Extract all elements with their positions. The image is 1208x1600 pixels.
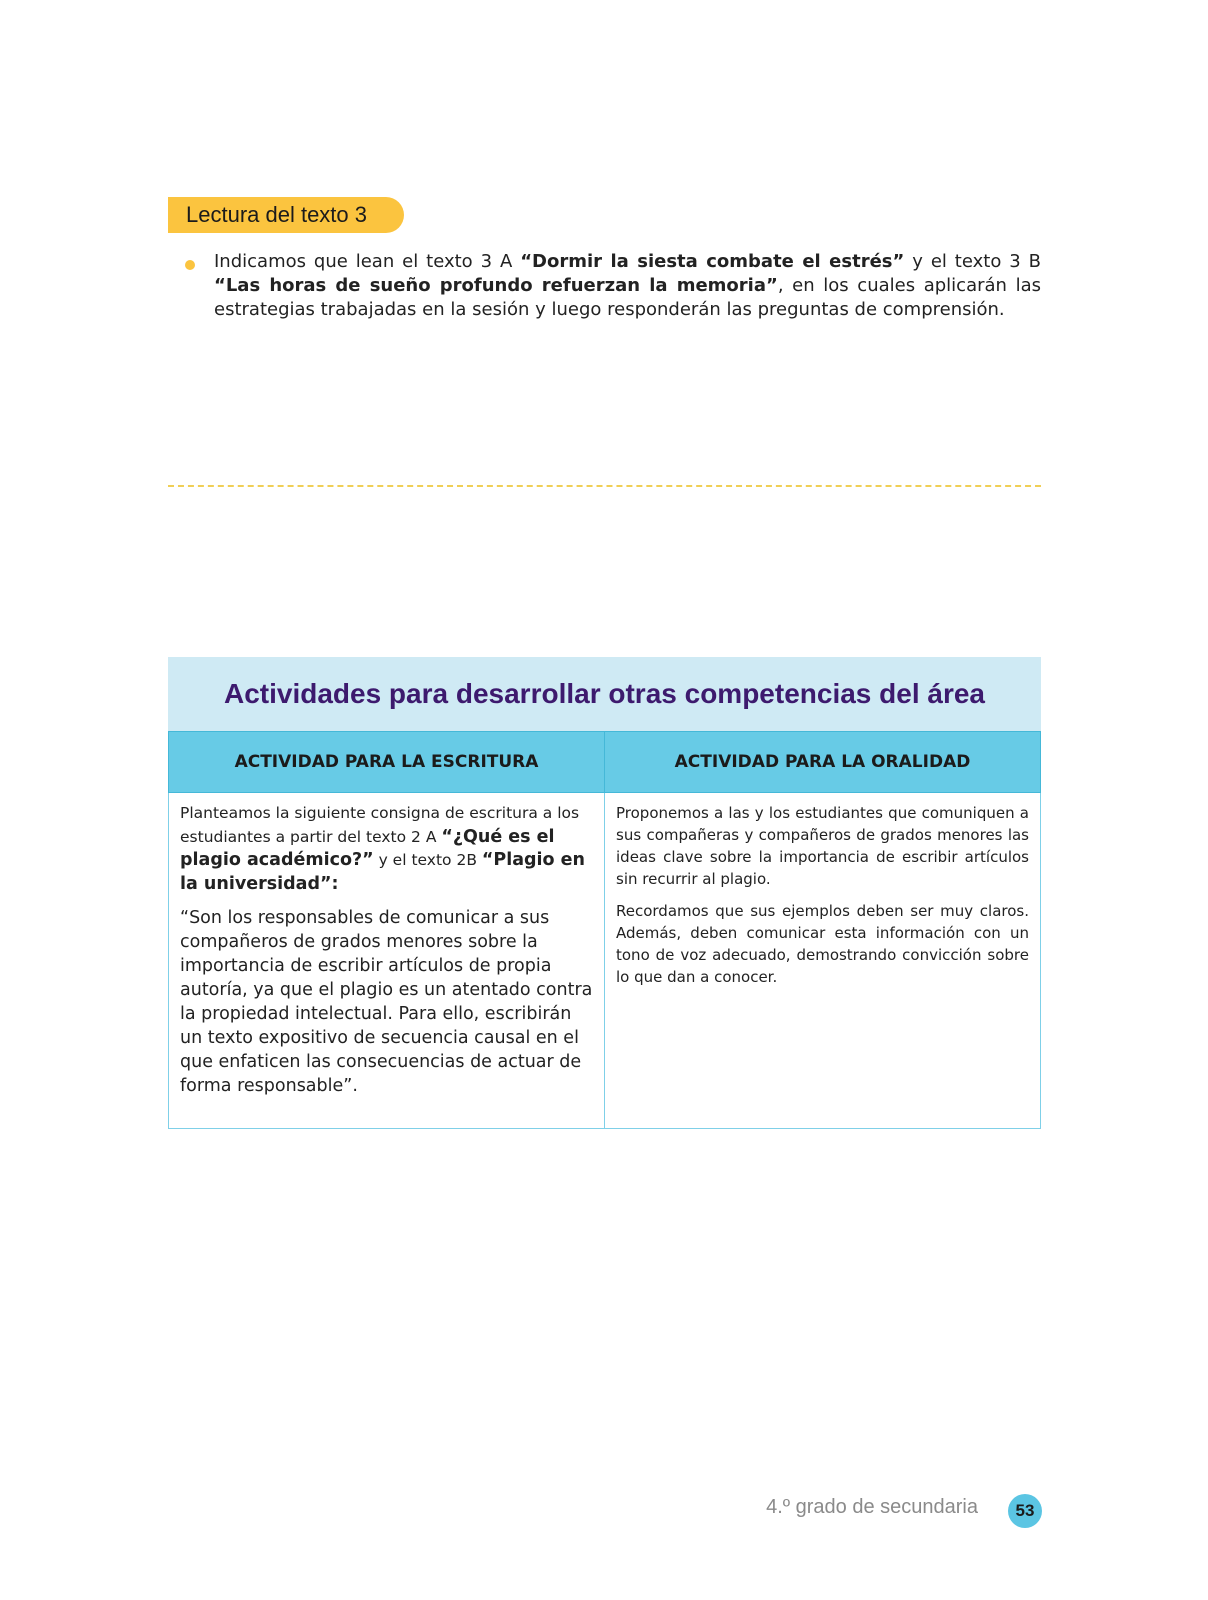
writing-activity-cell [169,793,605,1129]
activities-panel [168,657,1041,1129]
instruction-text: Indicamos que lean el texto 3 A [214,251,521,272]
grade-label: 4.º grado de secundaria [766,1496,978,1518]
bullet-dot-icon [185,260,195,270]
oral-column-header: ACTIVIDAD PARA LA ORALIDAD [605,732,1041,793]
text-3a-title: “Dormir la siesta combate el estrés” [520,251,905,272]
oral-paragraph-2: Recordamos que sus ejemplos deben ser muy claros. Además, deben comunicar esta información con un tono de voz adecuado, demostrando convicción sobre lo que dan a conocer. [616,902,1029,986]
page-number: 53 [1008,1494,1042,1528]
instruction-text: y el texto 3 B [904,251,1041,272]
writing-instruction [180,802,593,896]
bullet-item [185,250,1041,322]
writing-text: Planteamos la siguiente consigna de escritura a los estudiantes a partir del texto 2 A [180,804,580,846]
text-2b-title: “Plagio en la universidad”: [180,850,585,894]
oral-activity-cell [605,793,1041,1129]
text-3b-title: “Las horas de sueño profundo refuerzan la memoria” [214,275,778,296]
section-title-tag: Lectura del texto 3 [168,197,404,233]
writing-prompt-quote: “Son los responsables de comunicar a sus compañeros de grados menores sobre la importancia de escribir artículos de propia autoría, ya que el plagio es un atentado contra la propiedad intelectual. Para ello, escribirán un texto expositivo de secuencia causal en el que enfaticen las consecuencias de actuar de forma responsable”. [180,908,593,1096]
oral-paragraph-1: Proponemos a las y los estudiantes que comuniquen a sus compañeras y compañeros de grados menores las ideas clave sobre la importancia de escribir artículos sin recurrir al plagio. [616,804,1029,888]
text-2a-title: “¿Qué es el plagio académico?” [180,826,555,870]
instruction-text: , en los cuales aplicarán las estrategias trabajadas en la sesión y luego responderán las preguntas de comprensión. [214,275,1041,320]
writing-column-header: ACTIVIDAD PARA LA ESCRITURA [169,732,605,793]
reading-instruction [214,250,1041,322]
activities-table [168,731,1041,1129]
writing-text: y el texto 2B [373,851,482,869]
activities-title: Actividades para desarrollar otras competencias del área [168,657,1041,731]
dashed-divider [168,485,1041,487]
